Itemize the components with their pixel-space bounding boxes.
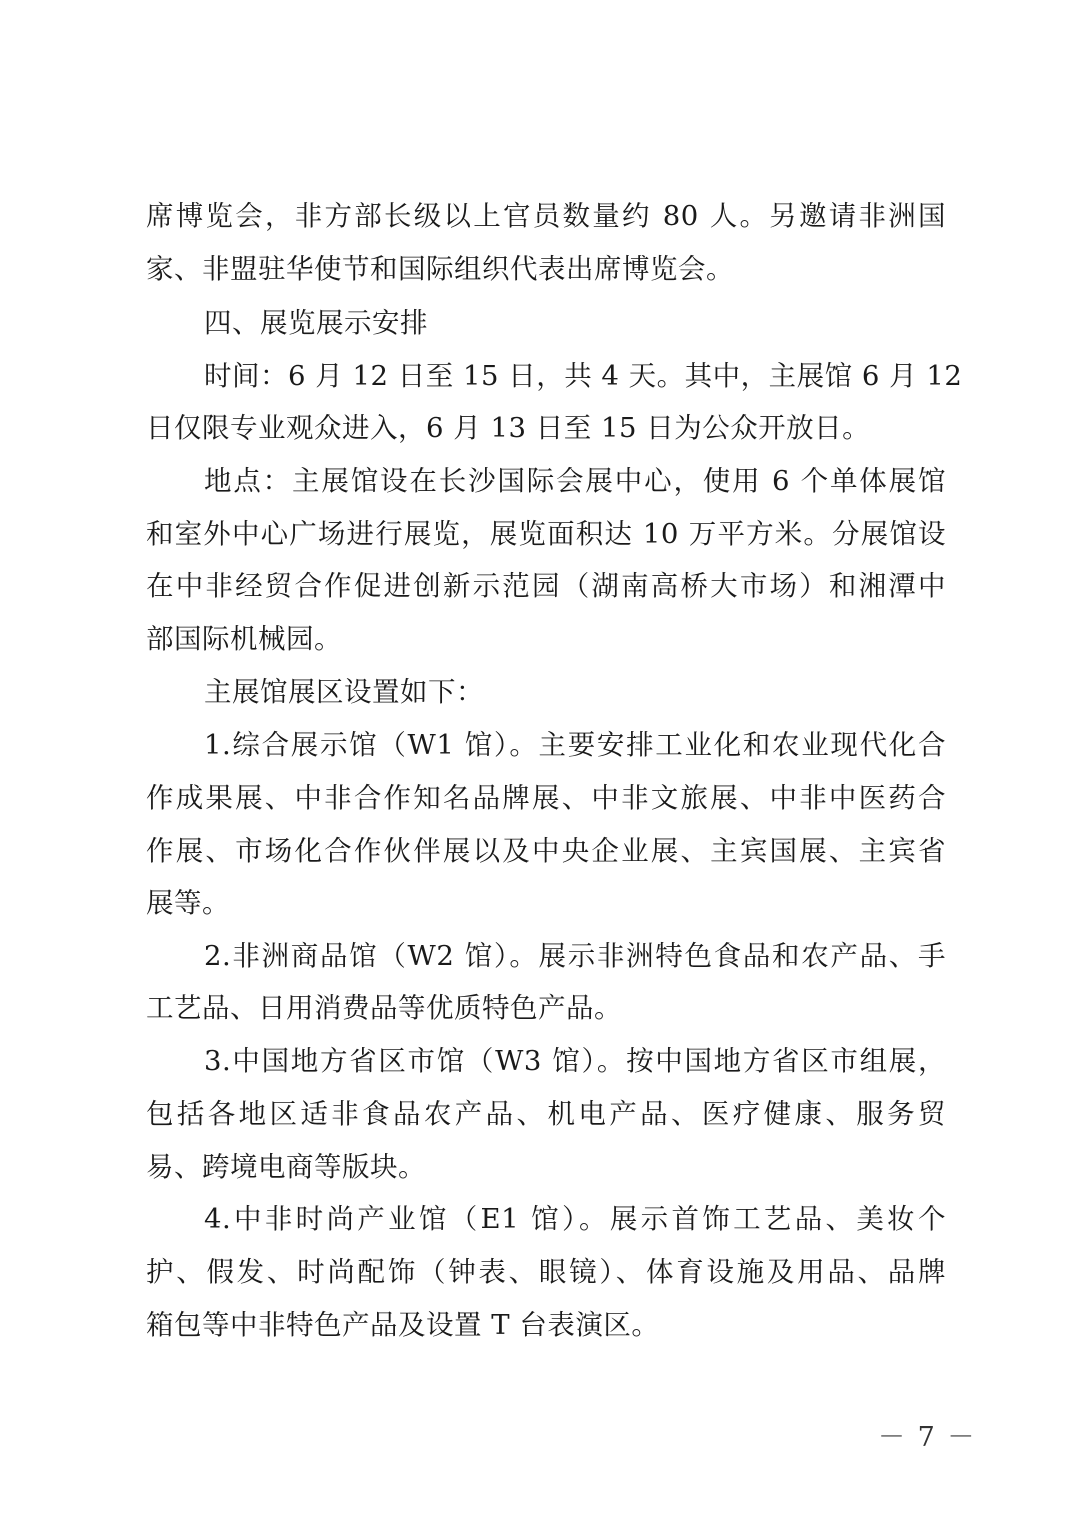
section-heading: 四、展览展示安排	[204, 307, 428, 339]
paragraph-line: 日仅限专业观众进入，6 月 13 日至 15 日为公众开放日。	[146, 412, 871, 444]
page-number: － 7 －	[878, 1422, 977, 1453]
paragraph-line: 家、非盟驻华使节和国际组织代表出席博览会。	[146, 253, 734, 285]
paragraph-line: 部国际机械园。	[146, 623, 342, 655]
list-item-line: 1.综合展示馆（W1 馆）。主要安排工业化和农业现代化合	[204, 729, 946, 761]
list-item-line: 3.中国地方省区市馆（W3 馆）。按中国地方省区市组展，	[204, 1045, 946, 1077]
list-item-line: 4.中非时尚产业馆（E1 馆）。展示首饰工艺品、美妆个	[204, 1203, 946, 1235]
paragraph-line: 和室外中心广场进行展览，展览面积达 10 万平方米。分展馆设	[146, 518, 946, 550]
list-item-line: 包括各地区适非食品农产品、机电产品、医疗健康、服务贸	[146, 1098, 946, 1130]
list-item-line: 作展、市场化合作伙伴展以及中央企业展、主宾国展、主宾省	[146, 835, 946, 867]
list-item-line: 箱包等中非特色产品及设置 T 台表演区。	[146, 1309, 660, 1341]
paragraph-line: 主展馆展区设置如下：	[204, 676, 484, 708]
paragraph-line: 席博览会，非方部长级以上官员数量约 80 人。另邀请非洲国	[146, 200, 946, 232]
list-item-line: 展等。	[146, 887, 230, 919]
paragraph-line: 在中非经贸合作促进创新示范园（湖南高桥大市场）和湘潭中	[146, 570, 946, 602]
list-item-line: 工艺品、日用消费品等优质特色产品。	[146, 992, 622, 1024]
list-item-line: 作成果展、中非合作知名品牌展、中非文旅展、中非中医药合	[146, 782, 946, 814]
paragraph-line: 地点：主展馆设在长沙国际会展中心，使用 6 个单体展馆	[204, 465, 946, 497]
list-item-line: 2.非洲商品馆（W2 馆）。展示非洲特色食品和农产品、手	[204, 940, 946, 972]
list-item-line: 护、假发、时尚配饰（钟表、眼镜）、体育设施及用品、品牌	[146, 1256, 946, 1288]
paragraph-line: 时间：6 月 12 日至 15 日，共 4 天。其中，主展馆 6 月 12	[204, 360, 963, 392]
list-item-line: 易、跨境电商等版块。	[146, 1151, 426, 1183]
